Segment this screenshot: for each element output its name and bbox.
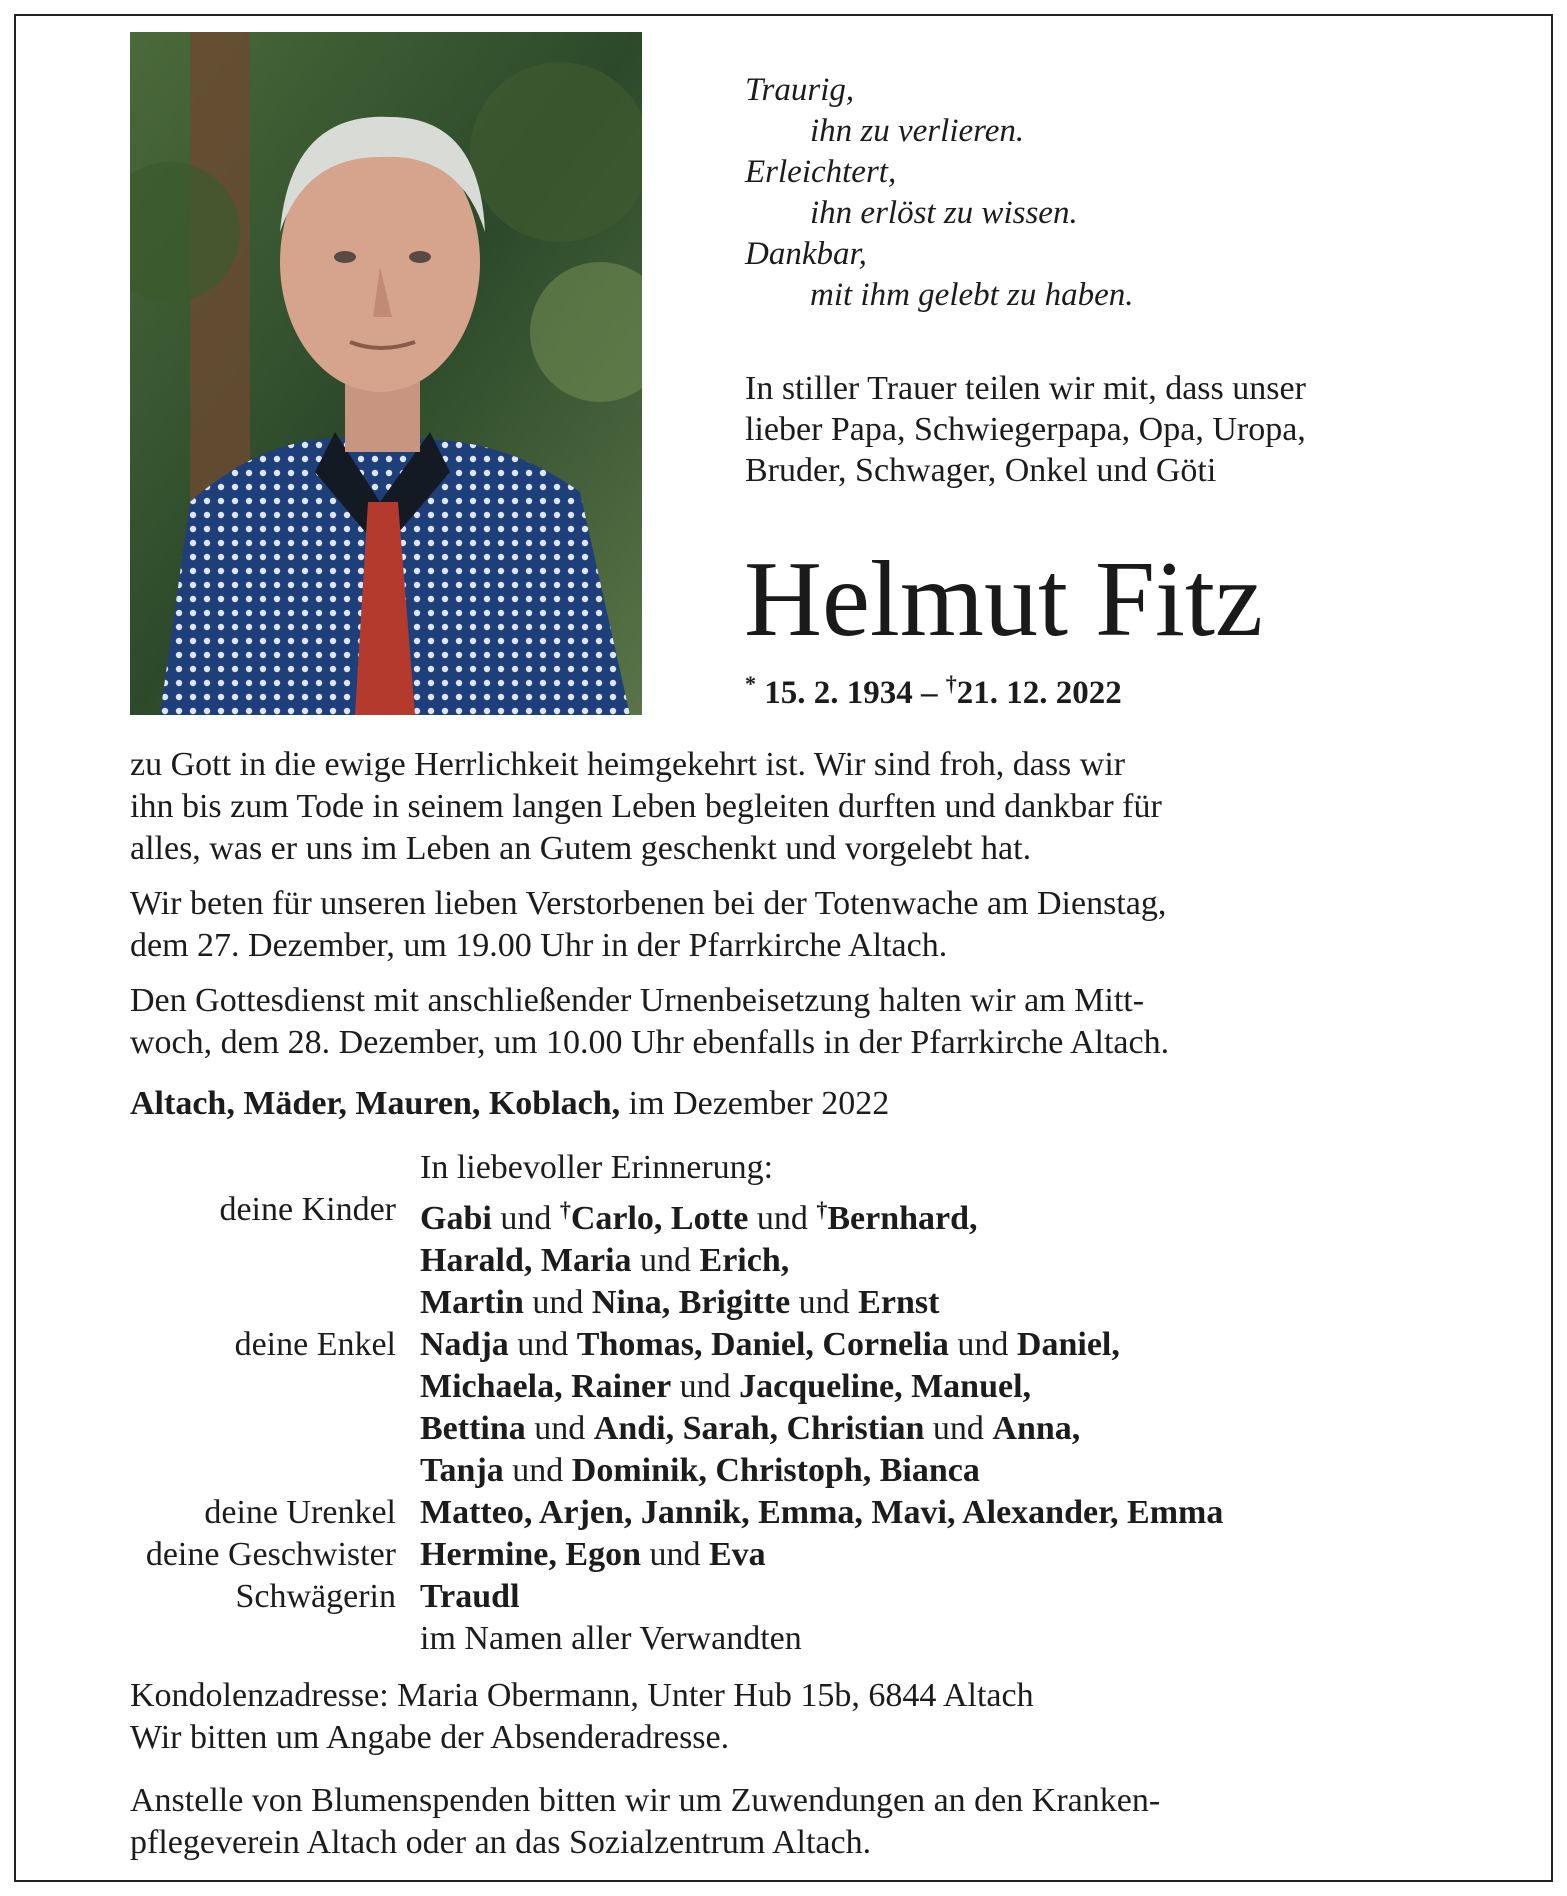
paragraph-wake — [130, 883, 1460, 967]
intro-text — [745, 368, 1505, 491]
family-row-urenkel — [100, 1492, 1500, 1534]
family-member: Gabi — [420, 1200, 492, 1237]
and-word: und — [517, 1326, 569, 1363]
family-row — [100, 1366, 1500, 1408]
donation-note — [130, 1780, 1460, 1864]
intro-line: Bruder, Schwager, Onkel und Göti — [745, 452, 1217, 489]
portrait-illustration — [130, 32, 642, 715]
family-list — [100, 1147, 1500, 1660]
family-label: Schwägerin — [235, 1578, 396, 1615]
family-member: Erich, — [699, 1242, 790, 1279]
paragraph-line: Wir beten für unseren lieben Verstorbenen bei der Totenwache am Dienstag, — [130, 885, 1167, 922]
family-row-enkel — [100, 1324, 1500, 1366]
dagger-symbol: † — [559, 1197, 571, 1222]
paragraph-line: alles, was er uns im Leben an Gutem geschenkt und vorgelebt hat. — [130, 830, 1032, 867]
birth-symbol: * — [745, 671, 756, 696]
family-member: Jacqueline, Manuel, — [739, 1368, 1032, 1405]
and-word: und — [957, 1326, 1009, 1363]
family-closing-row — [100, 1618, 1500, 1660]
date-separator: – — [921, 675, 938, 711]
family-member: Nadja — [420, 1326, 509, 1363]
family-member: Ernst — [858, 1284, 940, 1321]
family-row — [100, 1282, 1500, 1324]
sender-line: Wir bitten um Angabe der Absenderadresse. — [130, 1719, 730, 1756]
family-member: Eva — [708, 1536, 766, 1573]
poem — [745, 70, 1445, 316]
paragraph-homecoming — [130, 744, 1460, 870]
poem-line: Dankbar, — [745, 236, 867, 272]
and-word: und — [500, 1200, 552, 1237]
family-member: Martin — [420, 1284, 524, 1321]
family-label: deine Urenkel — [204, 1494, 396, 1531]
and-word: und — [640, 1242, 692, 1279]
family-label: deine Kinder — [219, 1191, 396, 1228]
family-heading: In liebevoller Erinnerung: — [420, 1149, 774, 1186]
portrait-photo — [130, 32, 642, 715]
and-word: und — [532, 1284, 584, 1321]
and-word: und — [932, 1410, 984, 1447]
family-member: Traudl — [420, 1578, 520, 1615]
family-member: Dominik, Christoph, Bianca — [571, 1452, 980, 1489]
family-member: Thomas, Daniel, Cornelia — [576, 1326, 949, 1363]
family-member: Carlo, Lotte — [570, 1200, 749, 1237]
intro-line: lieber Papa, Schwiegerpapa, Opa, Uropa, — [745, 411, 1306, 448]
condolence-address — [130, 1675, 1460, 1759]
paragraph-line: Den Gottesdienst mit anschließender Urnenbeisetzung halten wir am Mitt- — [130, 982, 1145, 1019]
family-label: deine Geschwister — [145, 1536, 396, 1573]
family-row — [100, 1450, 1500, 1492]
family-member: Bettina — [420, 1410, 526, 1447]
family-member: Bernhard, — [827, 1200, 978, 1237]
places-date — [130, 1083, 1460, 1125]
address-line: Kondolenzadresse: Maria Obermann, Unter Hub 15b, 6844 Altach — [130, 1677, 1034, 1714]
family-member: Hermine, Egon — [420, 1536, 641, 1573]
family-row-geschwister — [100, 1534, 1500, 1576]
poem-line: Traurig, — [745, 72, 855, 108]
family-member: Tanja — [420, 1452, 504, 1489]
poem-line: Erleichtert, — [745, 154, 897, 190]
places-names: Altach, Mäder, Mauren, Koblach, — [130, 1085, 621, 1122]
paragraph-line: zu Gott in die ewige Herrlichkeit heimgekehrt ist. Wir sind froh, dass wir — [130, 746, 1126, 783]
family-member: Anna, — [992, 1410, 1081, 1447]
family-member: Harald, Maria — [420, 1242, 632, 1279]
donation-line: pflegeverein Altach oder an das Sozialzentrum Altach. — [130, 1824, 872, 1861]
death-symbol: † — [945, 671, 957, 696]
family-row — [100, 1240, 1500, 1282]
family-row — [100, 1408, 1500, 1450]
dagger-symbol: † — [816, 1197, 828, 1222]
poem-line: ihn erlöst zu wissen. — [810, 195, 1078, 231]
family-member: Daniel, — [1016, 1326, 1120, 1363]
life-dates — [745, 671, 1122, 712]
family-row-schwaegerin — [100, 1576, 1500, 1618]
family-member: Matteo, Arjen, Jannik, Emma, Mavi, Alexander, Emma — [420, 1494, 1224, 1531]
poem-line: mit ihm gelebt zu haben. — [810, 277, 1134, 313]
paragraph-service — [130, 980, 1460, 1064]
deceased-name: Helmut Fitz — [744, 540, 1263, 659]
and-word: und — [649, 1536, 701, 1573]
and-word: und — [798, 1284, 850, 1321]
family-member: Andi, Sarah, Christian — [593, 1410, 925, 1447]
and-word: und — [512, 1452, 564, 1489]
paragraph-line: woch, dem 28. Dezember, um 10.00 Uhr ebenfalls in der Pfarrkirche Altach. — [130, 1024, 1170, 1061]
poem-line: ihn zu verlieren. — [810, 113, 1025, 149]
family-member: Michaela, Rainer — [420, 1368, 672, 1405]
places-month: im Dezember 2022 — [620, 1085, 890, 1122]
family-row-kinder — [100, 1189, 1500, 1240]
family-closing: im Namen aller Verwandten — [420, 1620, 802, 1657]
death-date: 21. 12. 2022 — [956, 675, 1122, 711]
paragraph-line: ihn bis zum Tode in seinem langen Leben begleiten durften und dankbar für — [130, 788, 1162, 825]
donation-line: Anstelle von Blumenspenden bitten wir um Zuwendungen an den Kranken- — [130, 1782, 1161, 1819]
and-word: und — [679, 1368, 731, 1405]
and-word: und — [534, 1410, 586, 1447]
paragraph-line: dem 27. Dezember, um 19.00 Uhr in der Pfarrkirche Altach. — [130, 927, 948, 964]
and-word: und — [756, 1200, 808, 1237]
intro-line: In stiller Trauer teilen wir mit, dass unser — [745, 370, 1306, 407]
family-label: deine Enkel — [234, 1326, 396, 1363]
family-heading-row — [100, 1147, 1500, 1189]
family-member: Nina, Brigitte — [591, 1284, 791, 1321]
birth-date: 15. 2. 1934 — [764, 675, 913, 711]
